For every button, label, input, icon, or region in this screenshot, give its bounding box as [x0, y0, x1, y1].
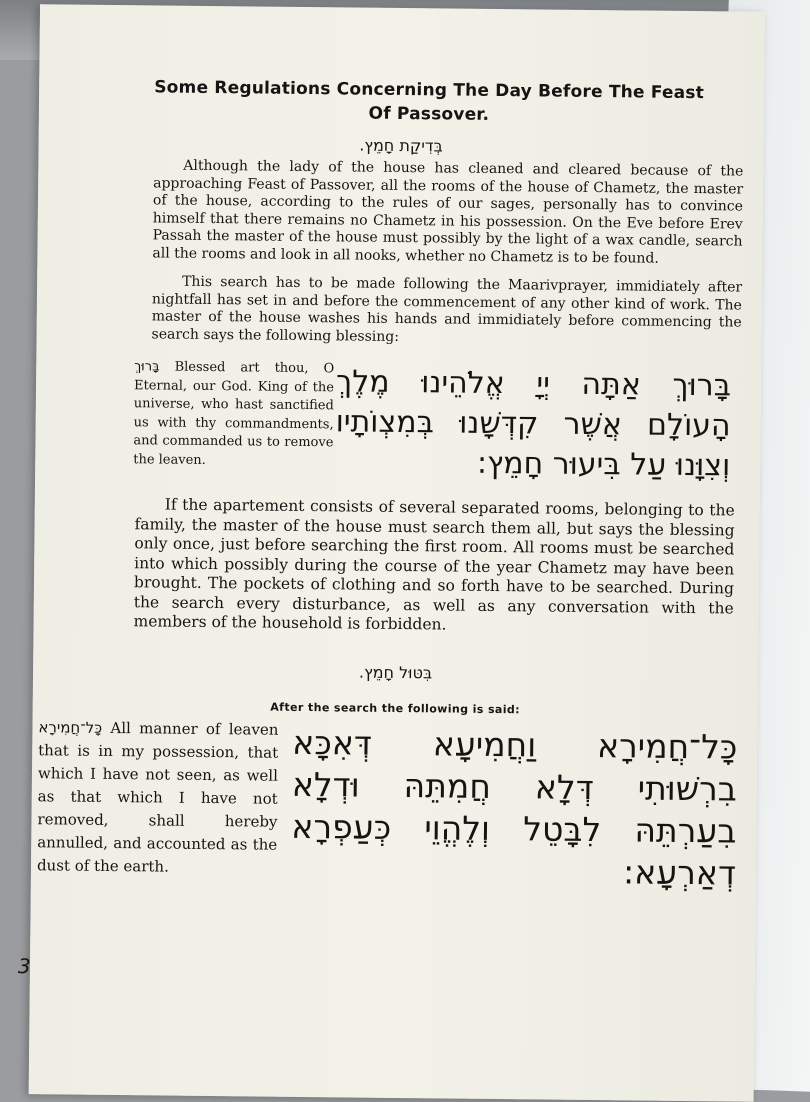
- page-number: 3: [17, 954, 31, 979]
- after-search-label: After the search the following is said:: [270, 700, 521, 717]
- paragraph-cleaning: Although the lady of the house has cleaned and cleared because of the approaching Feast of Passover, all the rooms of the house of Chametz, the master of the house, according to the rules of our sages, personally has to convince himself that there remains no Chametz in his possession. On the Eve before Erev Passah the master of the house must possibly by the light of a wax candle, search all the rooms and look in all nooks, whether no Chametz is to be found.: [152, 157, 744, 267]
- book-page: [17, 4, 765, 1102]
- blessing-translation: [133, 358, 334, 471]
- paragraph-separate-rooms: If the apartement consists of several separated rooms, belonging to the family, the master of the house must search them all, but says the blessing only once, just before searching the first room. All rooms must be searched into which possibly during the course of the year Chametz may have been brought. The pockets of clothing and so forth have to be searched. During the search every disturbance, as well as any conversation with the members of the household is forbidden.: [133, 495, 735, 634]
- section-heading-bedikat-chametz: בְּדִיקַת חָמֵץ.: [359, 135, 443, 156]
- annulment-hebrew: כָּל־חֲמִירָא וַחֲמִיעָא דְּאִכָּא בִרְשׁוּתִי דְּלָא חֲמִתֵּהּ וּדְלָא בִעַרְתֵּהּ לִבָּטֵל וְלֶהֱוֵי כְּעַפְרָא דְאַרְעָא:: [291, 722, 738, 893]
- paragraph-search-timing: This search has to be made following the Maarivprayer, immidiately after nightfall has set in and before the commencement of any other kind of work. The master of the house washes his hands and immidiately before commencing the search says the following blessing:: [151, 273, 743, 345]
- section-heading-bittul-chametz: בִּטּוּל חָמֵץ.: [358, 662, 433, 683]
- annulment-translation: [37, 716, 279, 880]
- blessing-translation-hebrew-word: בָּרוּךְ: [134, 359, 160, 375]
- annulment-translation-text: All manner of leaven that is in my possession, that which I have not seen, as well as that which I have not removed, shall hereby annulled, and accounted as the dust of the earth.: [36, 718, 279, 876]
- page-title: Some Regulations Concerning The Day Before The Feast Of Passover.: [154, 77, 705, 125]
- annulment-translation-hebrew-word: כָּל־חֲמִירָא: [38, 718, 103, 737]
- blessing-hebrew: בָּרוּךְ אַתָּה יְיָ אֱלֹהֵינוּ מֶלֶךְ הָעוֹלָם אֲשֶׁר קִדְּשָׁנוּ בְּמִצְוֹתָיו וְצִוָּנוּ עַל בִּיעוּר חָמֵץ:: [335, 364, 732, 484]
- blessing-translation-text: Blessed art thou, O Eternal, our God. King of the universe, who hast sanctified us with thy commandments, and commanded us to remove the leaven.: [133, 359, 335, 468]
